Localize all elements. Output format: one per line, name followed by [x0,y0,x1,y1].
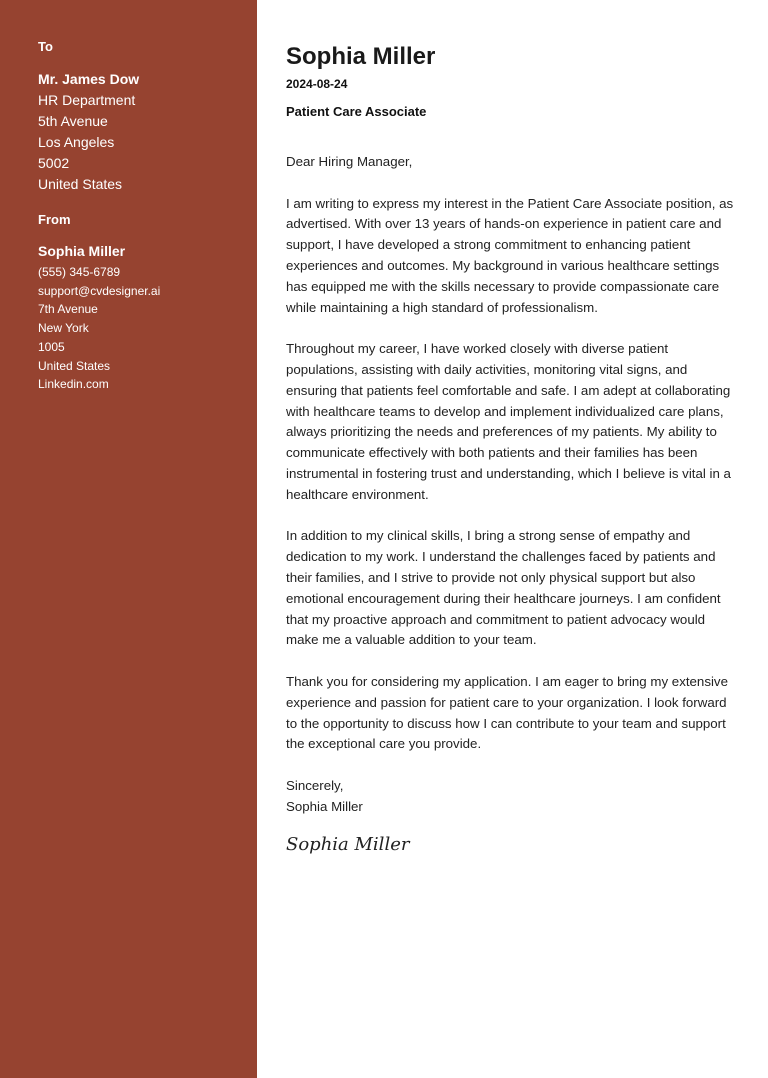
signature-graphic [286,828,486,858]
sender-phone: (555) 345-6789 [38,265,121,279]
sender-email: support@cvdesigner.ai [38,283,161,298]
sender-city: New York [38,321,89,336]
recipient-street: 5th Avenue [38,113,108,129]
sender-zip: 1005 [38,339,65,354]
sender-country: United States [38,358,111,373]
letter-paragraph-3: In addition to my clinical skills, I bring a strong sense of empathy and dedication to my work. I understand the challenges faced by patients and their families, and I strive to provide not only physical support but also emotional encouragement during their healthcare journeys. I am confident that my proactive approach and commitment to patient advocacy would make me a valuable addition to your team. [286,528,721,648]
sender-heading: From [38,212,71,227]
letter-job-title: Patient Care Associate [286,104,427,119]
letter-paragraph-2: Throughout my career, I have worked closely with diverse patient populations, assisting with daily activities, monitoring vital signs, and ensuring that patients feel comfortable and safe. I am adept at collaborating with healthcare teams to develop and implement individualized care plans, always prioritizing the needs and preferences of my patients. My ability to communicate effectively with both patients and their families has been instrumental in fostering trust and understanding, which I believe is vital in a healthcare environment. [286,341,731,502]
recipient-heading: To [38,39,53,54]
signature-text: Sophia Miller [286,833,410,855]
sender-linkedin: Linkedin.com [38,377,109,392]
letter-salutation: Dear Hiring Manager, [286,154,413,169]
recipient-department: HR Department [38,92,136,108]
letter-closing [286,776,736,818]
letter-body [286,42,736,858]
sidebar [0,0,257,1078]
sender-street: 7th Avenue [38,302,98,317]
letter-paragraph-4: Thank you for considering my application. I am eager to bring my extensive experience and passion for patient care to your organization. I look forward to the opportunity to discuss how I can contribute to your team and support the exceptional care you provide. [286,673,728,752]
letter-closing-name: Sophia Miller [286,798,363,814]
letter-author-name: Sophia Miller [286,43,436,70]
letter-date: 2024-08-24 [286,77,348,91]
recipient-zip: 5002 [38,155,70,171]
recipient-city: Los Angeles [38,134,115,150]
sender-name: Sophia Miller [38,243,126,259]
signature [286,828,736,858]
letter-closing-word: Sincerely, [286,777,344,793]
recipient-name: Mr. James Dow [38,71,140,87]
recipient-country: United States [38,176,123,192]
letter-paragraph-1: I am writing to express my interest in the Patient Care Associate position, as advertised. With over 13 years of hands-on experience in patient care and support, I have developed a strong commitment to enhancing patient experiences and outcomes. My background in various healthcare settings has equipped me with the skills necessary to provide compassionate care while maintaining a high standard of professionalism. [286,195,734,315]
recipient-block [38,38,248,195]
sender-block [38,211,248,394]
